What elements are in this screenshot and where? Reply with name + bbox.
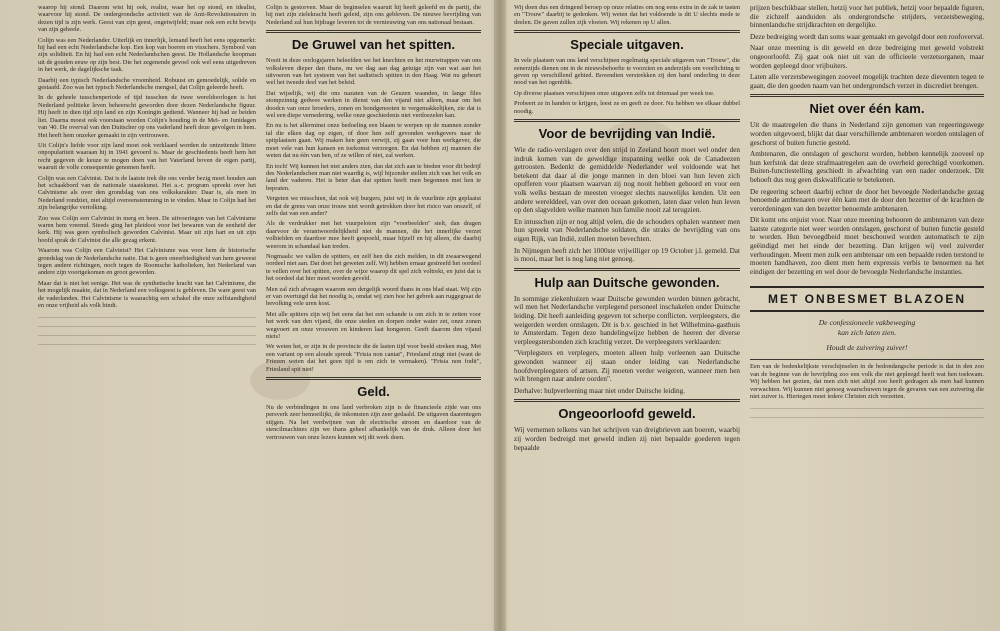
left-column-2	[266, 4, 481, 625]
motto-line: Houdt de zuivering zuiver!	[826, 343, 908, 353]
article-paragraph: Wij vernemen telkens van het schrijven van dreigbrieven aan boeren, waarbij zij worden bedreigd met geweld indien zij niet bepaalde goederen tegen bepaalde	[514, 426, 740, 452]
divider	[266, 30, 481, 33]
article-paragraph: "Verplegsters en verplegers, moeten alleen hulp verleenen aan Duitsche gewonden wanneer zij staan onder leiding van Nederlandsche hoofdverpleegsters of artsen. Zij moeten verder weigeren, wanneer men hen wilt brengen naar andere oorden".	[514, 349, 740, 384]
article-paragraph: Colijn is gestorven. Maar de beginselen waaruit hij heeft geleefd en de partij, die hij met zijn zielekracht heeft geleid, zijn ons gebleven. De nieuwe bevrijding van Nederland zal hun bijdrage leveren tot de vernieuwing van ons nationaal bestaan.	[266, 4, 481, 26]
article-paragraph: Derhalve: hulpverleening maar niet onder Duitsche leiding.	[514, 386, 686, 395]
article-paragraph: Als de verdrukker met het vuurpeloton zijn "voorbeelden" stelt, dan dragen daarvoor de verantwoordelijkheid niet de mannen, die het innerlijke verzet volhielden en daardoor mee heeft gespoeld, maar hijzelf en hij alleen, die daarbij weerom in schandaal kan treden.	[266, 220, 481, 250]
article-paragraph: In sommige ziekenhuizen waar Duitsche gewonden worden binnen gebracht, wil men het Nederlandsche verplegend personeel inschakelen onder Duitsche leiding. Dit heeft aanleiding gegeven tot scherpe conflicten. verpleegsters, die weigerden werden ontslagen. Dit is b.v. geschied in het Wilhelmina-gasthuis te Amsterdam. Tegen deze handelingwijze hebben de heeren der diverse verpleegstersbonden zich krachtig verzet. De verpleegsters verklaarden:	[514, 294, 740, 346]
article-paragraph: Waarom was Colijn een Calvinist? Het Calvinisme was voor hem de historische grondslag van de Nederlandsche natie. Dat is geen oneerbiedigheid van hem geweest tegen andere richtingen, noch tegen de Roomsche katholieken, het Nederland van andere zijn voortgekomen en groot geworden.	[38, 247, 256, 277]
article-paragraph: En intusschen zijn er nog altijd velen, die de schouders ophalen wanneer men hun spreekt van Nederlandsche soldaten, die straks de bevrijding van ons eigen Rijk, van Indië, zullen moeten bevechten.	[514, 217, 740, 243]
right-column-2	[750, 4, 984, 625]
article-paragraph: Wij doen dus een dringend beroep op onze relaties om nog eens extra in de zak te tasten en "Trouw" daarbij te gedenken. Wij weten dat het voldoende is dit U slechts mede te deelen. De gaven zullen zijk vloeien. Wij rekenen op U allen.	[514, 4, 740, 26]
article-paragraph: Colijn was een Nederlander. Uiterlijk en innerlijk, lemand heeft het eens opgemerkt: hij had een echt Nederlandsche kop. Een kop van boeren en visschers. Symbool van zijn soliditeit. En hij had een echt Nederlandschen geest. De Hollandsche koopman uit de gouden eeuw op zijn best. Die het zegenende gevoel ook wel eens uitgedreven in het werk, de dagelijksche taak.	[38, 36, 256, 74]
heading-gruwel: De Gruwel van het spitten.	[291, 37, 456, 53]
heading-ongeoorloofd: Ongeoorloofd geweld.	[558, 406, 696, 422]
article-paragraph: En nu is het allerminst onze bedoeling een blaam te werpen op de mannen zonder tal die elken dag op eigen, of door hen zelf gevonden werkgevers naar de spitplaatsen gaan. Wij maken hen geen verwijt, zij gaan voor hun werkgever, die moet vele van hun kansen en toekomst verzorgen. En dat hebben zij mannen die weten dat nu één van hen, of ze willen of niet, zal werken.	[266, 122, 481, 160]
article-paragraph: Vergeten we misschien, dat ook wij burgers, juist wij in de vuurlinie zijn geplaatst en dat de grens van onze trouw niet wordt getrokken door het risico van onszelf, of zelfs dat van een ander?	[266, 195, 481, 217]
text-lines	[38, 312, 256, 319]
page-fold	[494, 0, 506, 631]
article-paragraph: We weten het, er zijn in de provincie die de lasten tijd voor beeld streken mag, Met een variant op een aloude spreuk "Frisia non cantat", Friesland zingt niet (want de Friezen weten dat het geen tijd is om zich te vermaken). "Frisia non fodit", Friesland spit niet!	[266, 343, 481, 373]
article-paragraph: In vele plaatsen van ons land verschijnen regelmatig speciale uitgaven van "Trouw", die eenerzijds dienen om in de nieuwsbehoefte te voorzien en anderzijds om voorlichting te geven op verschillend gebied. Bovendien verstrekken zij den band onderling in deze nood van het ogenblik.	[514, 57, 740, 87]
banner-heading: MET ONBESMET BLAZOEN	[750, 286, 984, 312]
divider	[266, 377, 481, 380]
article-paragraph: Met alle spitters zijn wij het eens dat het een schande is om zich in te zetten voor het werk van den vijand, die onze steden en dorpen onder water zet, onze zonen wegvoert en onze vrouwen en kinderen laat hongeren. Geeft daarom den vijand niets!	[266, 310, 481, 341]
heading-speciale: Speciale uitgaven.	[570, 37, 684, 53]
right-column-1	[514, 4, 740, 625]
article-paragraph: Nooit in deze oorlogsjaren beleefden we het knechten en het murwtrappen van ons volksleven dieper dan thans, nu we dag aan dag getuige zijn van wat aan het uitvoeren van het systeem van het sadistisch spitten in den Haag. Wat nu gebeurt wel het tweede deel van het beleid.	[266, 57, 481, 87]
article-paragraph: Dat wijselijk, wij die ons nazaten van de Geuzen waanden, in lange files stompzinnig gedwee werken in dienst van den vijand niet alleen, maar om het doodcn van onze broeders, zonen en bondgenooten te vergemakkelijken, zie dat is wel een diepe vernedering, welke onze geschiedenis niet verdoezelen kan.	[266, 89, 481, 120]
article-paragraph: Zoo was Colijn een Calvinist in merg en been. De uitvoeringen van het Calvinisme waren hem vreemd. Steeds ging het pleidooi voor het bewaren van de eenheid der kerk. Hij was geen symbolisch geworden Calvinist. Maar uit zijn hart en uit zijn hoofd sprak de Calvinist die alle gezag erkent.	[38, 214, 256, 244]
heading-hulp: Hulp aan Duitsche gewonden.	[534, 274, 720, 290]
article-paragraph: Naar onze meening is dit geweld en deze bedreiging met geweld volstrekt ongeoorloofd. Zij gaat ook niet uit van de officieele verzetsorganen, maar worden gepleegd door vrijbuiters.	[750, 44, 984, 70]
article-paragraph: Een van de bedenkelijkste verschijnselen in de bedondangsche periode is dat in den zoo van de beginne van de bevrijding zoo een volk die niet gepleegd heeft wat hen toekwam. Wij hebben het gezien, dat men zich niet altijd zoo heeft gedragen als men had kunnen verwachten. Wij kunnen niet genoeg waarschuwen tegen de gevaren van een zuivering die niet zuiver is. Hiertegen moet iedere Christen zich verzetten.	[750, 363, 984, 401]
article-paragraph: Nogmaals: we vallen de spitters, en zelf hen die zich melden, in dit zwaarwegend oordeel niet aan. Dat doet het geweten zelf. Wij hebben ernaar gestreefd het oordeel te vellen over het spitten, over de wijze waarop dit spel zich voltrekt, en juist dat is het oordeel dat hier moet worden geveld.	[266, 252, 481, 283]
article-paragraph: Wie de radio-verslagen over den strijd in Zeeland hoort moet wel onder den indruk komen van de geweldige inspanning welke ook de Canadeezen getroosten. Bedenkt de gemiddelde Nederlander wel voldoende wat het betekent dat daar al die jonge mannen in den bloei van hun leven zich opofferen voor plaatsen waarvan zij nog nooit hebben gehoord en voor een volk welks bestaan de meesten vroeger slechts nauwelijks kenden. Uit een andere werelddeel, van over den oceaan gekomen, laten daar velen hun leven op den slagvelden welke mannen hun familie nooit zal terugzien.	[514, 146, 740, 215]
text-lines	[750, 403, 984, 410]
article-paragraph: In de geheele tusschenperiode of tijd tusschen de twee wereldoorlogen is het Nederland politieke leven beheerscht geworden door dezen Nederlandsche figuur. Hij heeft in dien tijd zijn land en zijn Koningin gediend. Wanneer hij had ze beiden liet. Daarna moest ook voorstaan worden Colijn's houding in de Mei- en Junidagen van '40. De overval van den Duitscher op ons vaderland heeft deze gevolgen in hem. Het heeft hem onzeker gemaakt in zijn vertrouwen.	[38, 94, 256, 139]
divider	[514, 399, 740, 402]
motto-line: kan zich laten zien.	[837, 328, 897, 338]
article-paragraph: Probeert ze in handen te krijgen, leest ze en geeft ze door. Nu hebben we elkaar dubbel noodig.	[514, 100, 740, 115]
heading-geld: Geld.	[357, 384, 390, 400]
motto-line: De confessioneele vakbeweging	[818, 318, 916, 328]
text-lines	[38, 339, 256, 346]
article-paragraph: Daarbij een typisch Nederlandsche vroomheid. Robuust en gemoedelijk, solide en gestaafd. Zoo was het typisch Nederlandsche mengsel, dat Colijn geleerde heeft.	[38, 76, 256, 92]
motto	[750, 318, 984, 353]
article-paragraph: waarop hij stond. Daarom wist hij ook, realist, waar het op stond, en idealist, waarvoor hij stond. De ondergrondsche activiteit van de Anti-Revolutionairen in dezen tijd is zijn werk. Geest van zijn geest, ongetwijfeld; maar ook een echt bewijs van zijn geheele.	[38, 4, 256, 34]
divider	[750, 94, 984, 97]
heading-niet-over: Niet over één kam.	[809, 101, 925, 117]
article-paragraph: De regeering scheert daarbij echter de door het bevoegde Nederlandsche gezag benoemde ambtenaren over één kam met de door den bezetter of de krachten de verordeningen van den bezetter benoemde ambtenaren.	[750, 187, 984, 213]
text-lines	[38, 330, 256, 337]
right-page	[506, 0, 1000, 631]
article-paragraph: Op diverse plaatsen verschijnen onze uitgaven zelfs tot driemaal per week toe.	[514, 89, 715, 97]
divider	[514, 119, 740, 122]
left-page	[0, 0, 494, 631]
article-paragraph: In Nijmegen heeft zich het 1000ste vrijwilliger op 19 October j.l. gemeld. Dat is mooi, maar het is nog lang niet genoeg.	[514, 246, 740, 264]
article-paragraph: prijzen beschikbaar stellen, hetzij voor het publiek, hetzij voor bepaalde figuren, die zichzelf aanduiden als ondergrondsche strijders, verzetsbeweging, binnenlandsche strijdkrachten en dergelijke.	[750, 4, 984, 30]
divider	[514, 268, 740, 271]
article-paragraph: Dit komt ons onjuist voor. Naar onze meening behooren de ambtenaren van deze laatste categorie niet weer worden ontslagen, geschorst of buiten functie gesteld te worden. Hun bevoegdheid moet beschouwd worden automatisch te zijn geëindigd met het einde der bezetting. Dan krijgen wij veel zuiverder verhoudingen. Meent men zulk een ambtenaar om een bepaalde reden terstond te moeten handhaven, zoo dient men hem expressis verbis te benoemen na het eindigen der bezetting en wel door de bevoegde Nederlandsche instanties.	[750, 216, 984, 276]
left-column-1	[38, 4, 256, 625]
divider	[750, 359, 984, 360]
text-lines	[38, 321, 256, 328]
article-paragraph: Nu de verbindingen in ons land verbroken zijn is de financieele zijde van ons persverk zeer bemoeilijkt, de inkomsten zijn zeer gedaald. De uitgaven daarentegen stijgen. Na het verdwijnen van de electrische stroom en daardoor van de stencilmachines zijn we thans geheel afhankelijk van de druk. Alleen door het vertrouwen van onze lezers kunnen wij dit werk doen.	[266, 404, 481, 441]
text-lines	[750, 412, 984, 419]
article-paragraph: Ambtenaren, die ontslagen of geschorst worden, hebben kennelijk zooveel op hun kerfstok dat deze strafmaatregelen aan de overheid gerechtigd voorkomen. Buiten-functiestelling geschiedt in afwachting van een nader onderzoek. Dit behoeft dus nog geen diskwalificatie te betekenen.	[750, 150, 984, 184]
article-paragraph: Uit Colijn's liefde voor zijn land moet ook verklaard worden de ontzettende littere onpopulariteit waaraan hij in 1941 gevoerd is. Maar de geschiedenis heeft hem het recht gegeven de keuze te mogen doen van het Vaterland boven de eigen partij, waaruit de volle consequentie genomen heeft.	[38, 141, 256, 172]
heading-bevrijding: Voor de bevrijding van Indië.	[538, 126, 716, 142]
article-paragraph: En toch! Wij kunnen het niet anders zien, dan dat zich aan te bieden voor dit bedrijf des Nederlandschen man niet waardig is, wijl bijzonder stellen zich van het volk en land der vaderen. Het is beter dan dat spitten heeft men begonnen met hen te bepraten.	[266, 162, 481, 192]
article-paragraph: Men zal zich afvragen waarom een dergelijk woord thans in ons blad staat. Wij zijn er van overtuigd dat het noodig is, omdat wij zien hoe het gebrek aan ruggegraat de bevolking vele uren kost.	[266, 285, 481, 308]
article-paragraph: Deze bedreiging wordt dan soms waar gemaakt en gevolgd door een roofoverval.	[750, 32, 984, 41]
article-paragraph: Colijn was een Calvinist. Dat is de laatste trek die ons verder bezig moet houden aan het schaakbord van de nationale staatskunst. Het a.-r. program spreekt over het Calvinisme als over den grondslag van ons volkskarakter. Daar is, als men in Nederland rondziet, niet altijd overeenstemming in te vinden. Maar in Colijn had het zijn belangrijke vertolking.	[38, 174, 256, 212]
article-paragraph: Laten alle verzetsbewegingen zooveel mogelijk trachten deze dieventen tegen te gaan, die den goeden naam van het ondergrondsch verzet in discrediet brengen.	[750, 73, 984, 90]
article-paragraph: Maar dat is niet het eenige. Het was de synthetische kracht van het Calvinisme, die het mogelijk maakte, dat in Nederland een volksgeest is gebleven. De ware geest van de vaderlanden. Het Calvinisme is waarachtig een schakel die onze zelfstandigheid en onze vrijheid als volk bindt.	[38, 279, 256, 310]
article-paragraph: Uit de maatregelen die thans in Nederland zijn genomen van regeeringswege worden uitgevoerd, blijkt dat daar verschillende ambtenaren worden ontslagen of geschorst of buiten functie gesteld.	[750, 121, 984, 147]
divider	[514, 30, 740, 33]
